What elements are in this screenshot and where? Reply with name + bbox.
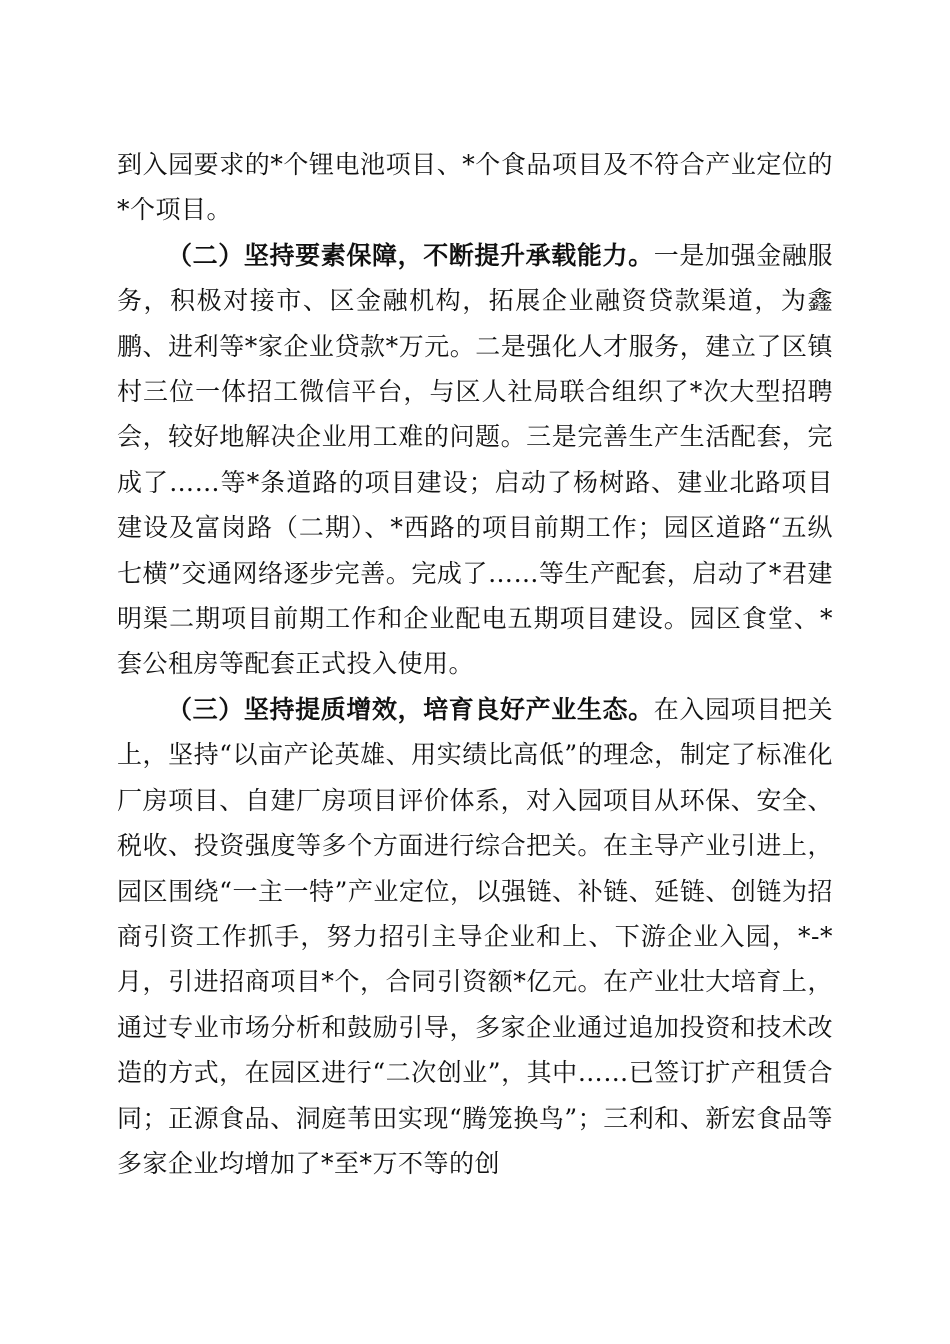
paragraph-1-text: 到入园要求的*个锂电池项目、*个食品项目及不符合产业定位的*个项目。 — [117, 150, 833, 225]
document-body — [117, 142, 833, 1186]
paragraph-2 — [117, 233, 833, 687]
section-heading-3: （三）坚持提质增效，培育良好产业生态。 — [167, 694, 654, 724]
paragraph-1 — [117, 142, 833, 233]
paragraph-3 — [117, 687, 833, 1186]
section-heading-2: （二）坚持要素保障，不断提升承载能力。 — [167, 240, 654, 270]
paragraph-2-text: 一是加强金融服务，积极对接市、区金融机构，拓展企业融资贷款渠道，为鑫鹏、进利等*家企业贷款*万元。二是强化人才服务，建立了区镇村三位一体招工微信平台，与区人社局联合组织了*次大型招聘会，较好地解决企业用工难的问题。三是完善生产生活配套，完成了……等*条道路的项目建设；启动了杨树路、建业北路项目建设及富岗路（二期）、*西路的项目前期工作；园区道路“五纵七横”交通网络逐步完善。完成了……等生产配套，启动了*君建明渠二期项目前期工作和企业配电五期项目建设。园区食堂、*套公租房等配套正式投入使用。 — [117, 240, 833, 679]
paragraph-3-text: 在入园项目把关上，坚持“以亩产论英雄、用实绩比高低”的理念，制定了标准化厂房项目、自建厂房项目评价体系，对入园项目从环保、安全、税收、投资强度等多个方面进行综合把关。在主导产业引进上，园区围绕“一主一特”产业定位，以强链、补链、延链、创链为招商引资工作抓手，努力招引主导企业和上、下游企业入园，*-*月，引进招商项目*个，合同引资额*亿元。在产业壮大培育上，通过专业市场分析和鼓励引导，多家企业通过追加投资和技术改造的方式，在园区进行“二次创业”，其中……已签订扩产租赁合同；正源食品、洞庭苇田实现“腾笼换鸟”；三利和、新宏食品等多家企业均增加了*至*万不等的创 — [117, 694, 833, 1178]
